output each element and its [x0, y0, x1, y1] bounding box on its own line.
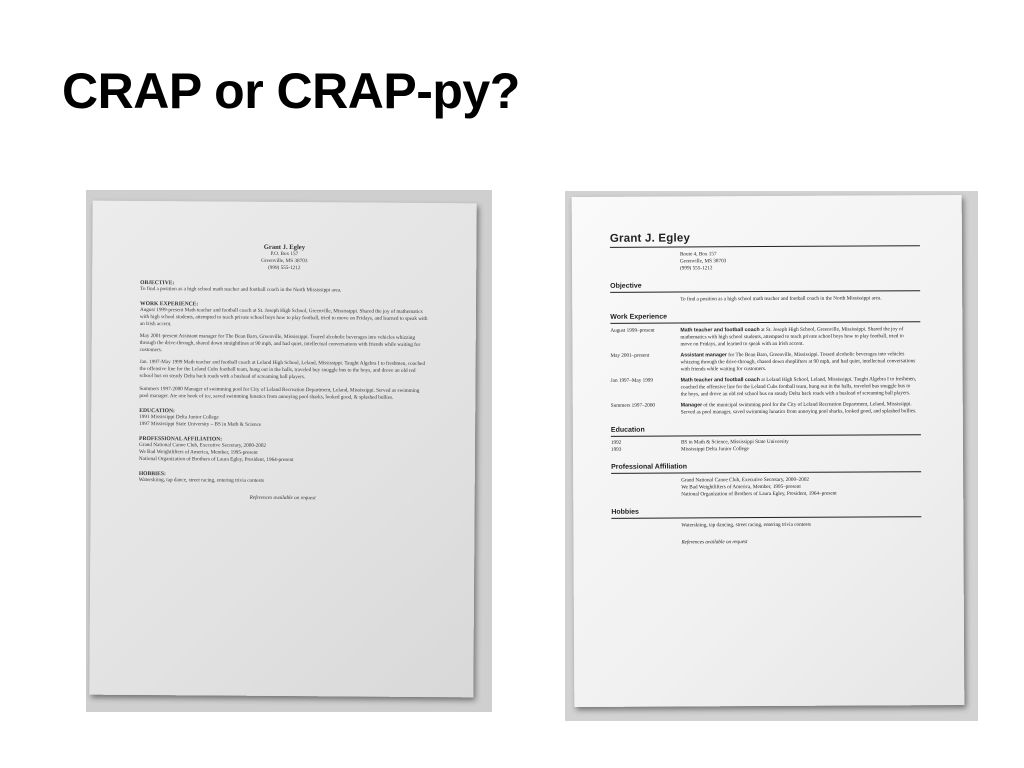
affiliation-item: We Bad Weightlifters of America, Member, 1995–present [681, 483, 801, 491]
section-text: 1997 Mississippi State University – BS in Math & Science [139, 420, 262, 428]
section-heading: Professional Affiliation [611, 463, 688, 471]
section-heading: Objective [610, 282, 642, 290]
job-entry [611, 376, 917, 399]
job-date: August 1999–present [610, 327, 655, 334]
designed-resume-photo [565, 191, 978, 721]
plain-resume-photo [86, 190, 492, 712]
job-description: of the municipal swimming pool for the City of Leland Recreation Department, Leland, Mississippi. Served as pool manager, saved swimming lunatics from annoying pool sharks, looked good, and splashed bullies. [680, 401, 917, 416]
address-line: Greenville, MS 38703 [679, 258, 727, 265]
job-entry [611, 401, 917, 417]
section-heading: Hobbies [611, 508, 639, 516]
affiliation-item: National Organization of Brothers of Laura Egley, President, 1964–present [681, 490, 837, 498]
section-education [139, 408, 429, 430]
section-text: Jan. 1997-May 1999 Math teacher and football coach at Leland High School, Leland, Mississippi. Taught Algebra I to freshmen, coached the offensive line for the Leland Cubs football team, hung out in the halls, traveled buy snuggle bus to the boys, and drove an old red school bus on steady Delta back roads with a busload of screaming ball players. [139, 359, 425, 381]
section-text: May 2001-present Assistant manager for The Bean Barn, Greenville, Mississippi. Toured alcoholic beverages into vehicles whizzing through the drive-through, shared down straightlines at 90 mph, and had quiet, intellectual conversations with friends while waiting for customers. [139, 332, 421, 354]
section-text: Grand National Canoe Club, Executive Secretary, 2000-2002 [139, 441, 267, 449]
section-objective [140, 280, 430, 295]
section-text: To find a position as a high school math teacher and football coach in the North Mississippi area. [140, 285, 342, 294]
section-rule [611, 434, 921, 437]
section-heading: EDUCATION: [139, 407, 175, 414]
slide-title: CRAP or CRAP-py? [62, 63, 520, 119]
section-text: National Organization of Brothers of Laura Egley, President, 1964-present [138, 456, 294, 464]
hobbies-text: Waterskiing, tap dancing, street racing, entering trivia contests [681, 521, 811, 529]
job-description: at St. Joseph High School, Greenville, Mississippi. Shared the joy of mathematics with high school students, attempted to teach private school boys how to play football, tried to move on Fridays, and learned to speak with an Irish accent. [680, 326, 904, 348]
section-text: Waterskiing, tap dance, street racing, entering trivia contests [138, 477, 264, 485]
references-note: References available on request [249, 495, 316, 502]
section-work-experience [139, 301, 430, 402]
education-year: 1993 [610, 446, 622, 453]
address-line: Greenville, MS 38703 [261, 258, 308, 265]
objective-text: To find a position as a high school math teacher and football coach in the North Mississippi area. [680, 295, 882, 303]
job-title: Manager [680, 402, 703, 409]
address-line: (999) 555-1212 [680, 265, 713, 272]
education-text: BS in Math & Science, Mississippi State University [680, 438, 789, 446]
section-heading: PROFESSIONAL AFFILIATION: [139, 435, 223, 443]
section-affiliation [139, 436, 429, 465]
section-hobbies [139, 471, 429, 486]
section-text: 1991 Mississippi Delta Junior College [139, 413, 219, 421]
job-date: Summers 1997–2000 [610, 402, 656, 409]
address-line: P.O. Box 157 [270, 250, 299, 258]
job-title: Math teacher and football coach [680, 377, 760, 384]
job-title: Assistant manager [680, 352, 727, 359]
designed-resume-page [572, 195, 965, 707]
job-description: at Leland High School, Leland, Mississippi. Taught Algebra I to freshmen, coached the offensive line for the Leland Cubs football team, hung out in the halls, traveled bus snuggle bus to the boys, and drove an old red school bus on steady Delta back roads with a busload of screaming ball players. [680, 376, 917, 398]
affiliation-list [681, 476, 917, 498]
references-note: References available on request [681, 539, 748, 546]
section-heading: HOBBIES: [138, 471, 166, 478]
section-heading: Work Experience [610, 313, 668, 321]
section-rule [610, 321, 920, 324]
education-text: Mississippi Delta Junior College [680, 446, 749, 453]
section-heading: OBJECTIVE: [140, 279, 175, 286]
section-rule [610, 245, 920, 248]
section-rule [610, 290, 920, 293]
affiliation-item: Grand National Canoe Club, Executive Secretary, 2000–2002 [681, 476, 810, 484]
job-date: Jan 1997–May 1999 [610, 377, 654, 384]
section-heading: Education [610, 426, 645, 434]
job-entry [610, 351, 916, 374]
section-text: We Bad Weightlifters of America, Member, 1995-present [138, 449, 258, 456]
section-heading: WORK EXPERIENCE: [139, 300, 199, 308]
job-description: for The Bean Barn, Greenville, Mississippi. Tossed alcoholic beverages into vehicles whizzing through the drive-through, chased down shoplifters at 90 mph, and had quiet, intellectual conversations with friends while waiting for customers. [680, 351, 916, 373]
section-rule [611, 471, 921, 474]
address-block [680, 250, 916, 272]
job-date: May 2001–present [610, 352, 650, 359]
address-line: Route 4, Box 157 [679, 251, 717, 258]
education-year: 1992 [610, 439, 622, 446]
resume-name: Grant J. Egley [263, 243, 306, 252]
plain-resume-page [89, 201, 476, 698]
resume-name: Grant J. Egley [609, 232, 691, 245]
section-text: Summers 1997-2000 Manager of swimming pool for City of Leland Recreation Department, Leland, Mississippi. Served as swimming pool manager. Ate one book of ice, saved swimming lunatics from annoying pool sharks, looked good, & splashed bullies. [139, 385, 420, 401]
education-entry [611, 445, 917, 454]
section-text: August 1999-present Math teacher and football coach at St. Joseph High School, Greenville, Mississippi. Shared the joy of mathematics with high school students, attempted to teach private school boys how to play football, tried to move on Fridays, and learned to speak with an Irish accent. [139, 306, 428, 328]
section-rule [611, 516, 921, 519]
job-entry [610, 326, 916, 349]
address-line: (999) 555-1212 [268, 265, 301, 272]
job-title: Math teacher and football coach [680, 327, 760, 334]
plain-resume-header [92, 243, 476, 274]
